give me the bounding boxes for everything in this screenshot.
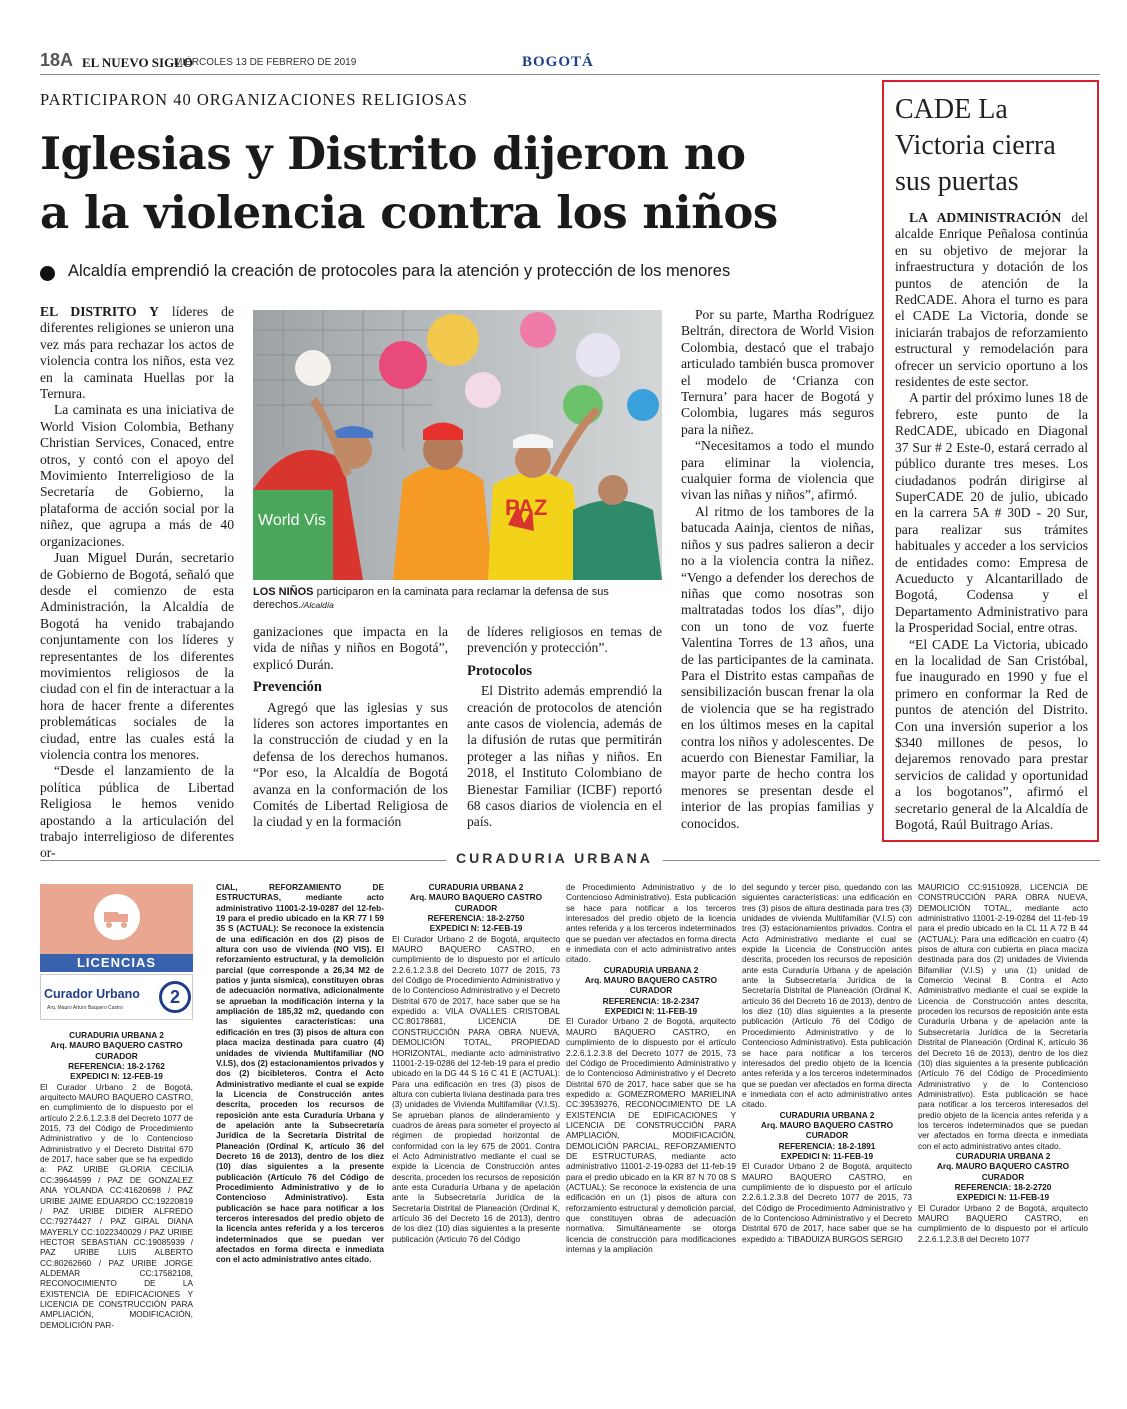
curaduria-section-title: CURADURIA URBANA: [446, 850, 663, 866]
paragraph: de líderes religiosos en temas de prevención y protección”.: [467, 624, 662, 656]
headline-line-2: a la violencia contra los niños: [40, 186, 778, 239]
curador-logo-name: Curador Urbano: [44, 987, 140, 1001]
article-kicker: PARTICIPARON 40 ORGANIZACIONES RELIGIOSAS: [40, 90, 468, 109]
cade-sidebar-box: [882, 80, 1099, 842]
licencias-label: LICENCIAS: [40, 954, 193, 972]
article-column-4: [681, 307, 874, 832]
cement-truck-icon: [94, 894, 140, 940]
shirt-text-2: PAZ: [505, 495, 548, 520]
article-column-1: [40, 304, 234, 862]
issue-date: MIÉRCOLES 13 DE FEBRERO DE 2019: [174, 57, 357, 68]
sidebar-title: CADE La Victoria cierra sus puertas: [895, 94, 1056, 197]
legal-notice-3: de Procedimiento Administrativo y de lo Contencioso Administrativo). Esta publicación se hace para notificar a los terceros interesados del predio objeto de la licencia antes referida y a los terceros indeterminados que se puedan ver afectados en forma directa e inmediata con el acto administrativo antes citado. CURADURIA URBANA 2 Arq. MAURO BAQUERO CASTRO CURADOR REFERENCIA: 18-2-2347 EXPEDICI N: 11-FEB-19 El Curador Urbano 2 de Bogotá, arquitecto MAURO BAQUERO CASTRO, en cumplimiento de lo dispuesto por el artículo 2.2.6.1.2.3.8 del Decreto 1077 de 2015, 73 del Código de Procedimiento Administrativo y de lo Contencioso Administrativo y el Decreto Distrital 670 de 2017, hace saber que se ha expedido a: GOMEZROMERO MARIELINA CC:39539276, RECONOCIMIENTO DE LA EXISTENCIA DE EDIFICACIONES Y LICENCIA DE CONSTRUCCIÓN PARA AMPLIACIÓN, MODIFICACIÓN, DEMOLICIÓN PARCIAL, REFORZAMIENTO DE ESTRUCTURAS, mediante acto administrativo 11001-2-19-0283 del 11-feb-19 para el predio ubicado en la KR 87 N 70 08 S (ACTUAL): Se reconoce la existencia de una edificación en un (1) pisos de altura con reforzamiento estructural y demolición parcial, que constituyen obras de adecuación normativa. Simultáneamente se otorga licencia de construcción para modificaciones internas y la ampliación: [566, 882, 736, 1255]
paragraph: LA ADMINISTRACIÓN del alcalde Enrique Peñalosa continúa en su objetivo de mejorar la infraestructura y dotación de los puntos de atención de la RedCADE. Ahora el turno es para el CADE La Victoria, donde se iniciarán trabajos de reforzamiento estructural y remodelación para ofrecer un servicio oportuno a los residentes de este sector.: [895, 210, 1088, 390]
paragraph: EL DISTRITO Y líderes de diferentes religiones se unieron una vez más para rechazar los actos de violencia contra los niños, esta vez en la caminata Huellas por la Ternura.: [40, 304, 234, 402]
paragraph: ganizaciones que impacta en la vida de niñas y niños en Bogotá”, explicó Durán.: [253, 624, 448, 672]
headline-line-1: Iglesias y Distrito dijeron no: [40, 127, 746, 180]
article-column-2: [253, 624, 448, 831]
paragraph: “El CADE La Victoria, ubicado en la localidad de San Cristóbal, fue inaugurado en 1990 y fue el primero en conformar la Red de puntos de atención del Distrito. Con una inversión superior a los $340 millones de pesos, lo dejaremos renovado para prestar servicios de calidad y oportunidad a los bogotanos”, afirmó el secretario general de la Alcaldía de Bogotá, Raúl Buitrago Arias.: [895, 636, 1088, 833]
subheading-prevencion: Prevención: [253, 679, 322, 696]
page-number: 18A: [40, 50, 74, 70]
sidebar-body: [895, 210, 1088, 833]
header-rule: [40, 74, 1100, 75]
curador-logo-sub: Arq. Mauro Arturo Baquero Castro: [47, 1005, 123, 1011]
newspaper-name: EL NUEVO SIGLO: [82, 55, 193, 70]
paragraph: Agregó que las iglesias y sus líderes son actores importantes en la construcción de ciudad y en la defensa de los derechos humanos. “Por eso, la Alcaldía de Bogotá avanza en la conformación de los Comités de Libertad Religiosa de la ciudad y en la formación: [253, 699, 448, 830]
licencias-banner: [40, 884, 193, 954]
curador-number-badge: 2: [159, 981, 191, 1013]
children-walk-photo: [253, 310, 662, 580]
article-deck: Alcaldía emprendió la creación de protocoles para la atención y protección de los menores: [68, 262, 731, 280]
article-headline: [40, 124, 870, 242]
photo-credit: /Alcaldía: [301, 600, 334, 610]
legal-notice-2: CURADURIA URBANA 2 Arq. MAURO BAQUERO CASTRO CURADOR REFERENCIA: 18-2-2750 EXPEDICI N: 12-FEB-19 El Curador Urbano 2 de Bogotá, arquitecto MAURO BAQUERO CASTRO, en cumplimiento de lo dispuesto por el artículo 2.2.6.1.2.3.8 del Decreto 1077 de 2015, 73 del Código de Procedimiento Administrativo y de lo Contencioso Administrativo y el Decreto Distrital 670 de 2017, hace saber que se ha expedido a: VILA OVALLES CRISTOBAL CC:80178681, LICENCIA DE CONSTRUCCIÓN PARA OBRA NUEVA, DEMOLICIÓN TOTAL, PROPIEDAD HORIZONTAL, mediante acto administrativo 11001-2-19-0286 del 12-feb-19 para el predio ubicado en la DG 44 S 16 C 41 E (ACTUAL): Para una edificación en tres (3) pisos de altura con cubierta liviana destinada para tres (3) unidades de Vivienda Multifamiliar (V.I.S). Se aprueban planos de alinderamiento y cuadros de áreas para someter el proyecto al régimen de propiedad horizontal de conformidad con la ley 675 de 2001. Contra el Acto Administrativo mediante el cual se expide la Licencia de Construcción antes descrita, proceden los recursos de reposición ante esta Curaduría Urbana y de apelación ante la Subsecretaría Jurídica de la Secretaría Distrital de Planeación (Ordinal K, artículo 36 del Decreto 16 de 2013), dentro de los diez (10) días siguientes a la presente publicación (Artículo 76 del Código: [392, 882, 560, 1244]
paragraph: “Necesitamos a todo el mundo para eliminar la violencia, cualquier forma de violencia que vivan las niñas y niños”, afirmó.: [681, 438, 874, 503]
paragraph: El Distrito además emprendió la creación de protocolos de atención ante casos de violencia, además de la difusión de rutas que permitirán proteger a las niñas y niños. En 2018, el Instituto Colombiano de Bienestar Familiar (ICBF) reportó 68 casos diarios de violencia en el país.: [467, 683, 662, 830]
curador-logo: [40, 974, 193, 1020]
paragraph: Al ritmo de los tambores de la batucada Aainja, cientos de niñas, niños y sus padres salieron a decir no a la violencia contra la niñez. “Vengo a defender los derechos de niñas que como nosotras son maltratadas todos los días”, dijo con un tono de voz fuerte Valentina Torres de 13 años, una de las participantes de la caminata. Para el Distrito estas campañas de sensibilización buscan frenar la ola de violencia que se ha registrado en los últimos meses en la capital contra los niños y adolescentes. De acuerdo con Bienestar Familiar, la mayor parte de hecho contra los menores se presentan desde el interior de las propias familias y conocidos.: [681, 503, 874, 831]
section-name: BOGOTÁ: [522, 54, 594, 70]
legal-notice-5: MAURICIO CC:91510928, LICENCIA DE CONSTRUCCIÓN PARA OBRA NUEVA, DEMOLICIÓN TOTAL, mediante acto administrativo 11001-2-19-0284 del 11-feb-19 para el predio ubicado en la CL 11 A 72 B 44 (ACTUAL): Para una edificación en cuatro (4) pisos de altura con cubierta en placa maciza destinada para dos (2) unidades de Vivienda Bifamiliar (V.I.S) y una (1) unidad de Comercio Vecinal B. Contra el Acto Administrativo mediante el cual se expide la Licencia de Construcción antes descrita, proceden los recursos de reposición ante esta Curaduría Urbana y de apelación ante la Subsecretaría Jurídica de la Secretaría Distrital de Planeación (Ordinal K, artículo 36 del Decreto 16 de 2013), dentro de los diez (10) días siguientes a la presente publicación (Artículo 76 del Código de Procedimiento Administrativo y de lo Contencioso Administrativo). Esta publicación se hace para notificar a los terceros interesados del predio objeto de la licencia antes referida y a los terceros indeterminados que se puedan ver afectados en forma directa e inmediata con el acto administrativo antes citado. CURADURIA URBANA 2 Arq. MAURO BAQUERO CASTRO CURADOR REFERENCIA: 18-2-2720 EXPEDICI N: 11-FEB-19 El Curador Urbano 2 de Bogotá, arquitecto MAURO BAQUERO CASTRO, en cumplimiento de lo dispuesto por el artículo 2.2.6.1.2.3.8 del Decreto 1077: [918, 882, 1088, 1244]
lead-in: LA ADMINISTRACIÓN: [909, 210, 1062, 225]
legal-notice-1: CURADURIA URBANA 2 Arq. MAURO BAQUERO CASTRO CURADOR REFERENCIA: 18-2-1762 EXPEDICI N: 12-FEB-19 El Curador Urbano 2 de Bogotá, arquitecto MAURO BAQUERO CASTRO, en cumplimiento de lo dispuesto por el artículo 2.2.6.1.2.3.8 del Decreto 1077 de 2015, 73 del Código de Procedimiento Administrativo y de lo Contencioso Administrativo y el Decreto Distrital 670 de 2017, hace saber que se ha expedido a: PAZ URIBE GLORIA CECILIA CC:39644599 / PAZ DE GONZALEZ ANA YOLANDA CC:41620698 / PAZ URIBE JAIME EDUARDO CC:19220819 / PAZ URIBE DIDIER ALFREDO CC:79274427 / PAZ GIRAL DIANA MAYERLY CC:1022340029 / PAZ URIBE HECTOR SEBASTIAN CC:19085939 / PAZ URIBE LUIS ALBERTO CC:80262660 / PAZ URIBE JORGE ALDEMAR CC:17582108, RECONOCIMIENTO DE LA EXISTENCIA DE EDIFICACIONES Y LICENCIA DE CONSTRUCCIÓN PARA AMPLIACIÓN, MODIFICACIÓN, DEMOLICIÓN PAR-: [40, 1030, 193, 1330]
article-column-3: [467, 624, 662, 831]
photo-caption: [253, 586, 662, 612]
legal-notice-1-continued: CIAL, REFORZAMIENTO DE ESTRUCTURAS, mediante acto administrativo 11001-2-19-0287 del 12-feb-19 para el predio ubicado en la KR 77 I 59 35 S (ACTUAL): Se reconoce la existencia de una edificación en dos (2) pisos de altura con uso de vivienda (NO VIS). El reforzamiento estructural, y la demolición parcial (que corresponde a 26,34 M2 de patios y junta sísmica), constituyen obras de adecuación normativa, adicionalmente se aprueban la modificación interna y la ampliación de 185,32 m2, quedando con las siguientes características: una edificación en tres (3) pisos de altura con placa maciza destinada para cuatro (4) unidades de vivienda Multifamiliar (NO V.I.S), dos (2) estacionamientos privados y dos (2) bicibleteros. Contra el Acto Administrativo mediante el cual se expide la Licencia de Construcción antes descrita, proceden los recursos de reposición ante esta Curaduría Urbana y de apelación ante la Subsecretaría Jurídica de la Secretaría Distrital de Planeación (Ordinal K, artículo 36 del Decreto 16 de 2013), dentro de los diez (10) días siguientes a la presente publicación (Artículo 76 del Código de Procedimiento Administrativo y de lo Contencioso Administrativo). Esta publicación se hace para notificar a los terceros interesados del predio objeto de la licencia antes referida y a los terceros indeterminados que se puedan ver afectados en forma directa e inmediata con el acto administrativo antes citado.: [216, 882, 384, 1265]
paragraph: La caminata es una iniciativa de World Vision Colombia, Bethany Christian Services, Conaced, entre otros, y contó con el apoyo del Movimiento Interreligioso de la Secretaría de Gobierno, la plataforma de acción social por la niñez, que agrupa a más de 40 organizaciones.: [40, 402, 234, 549]
caption-text: participaron en la caminata para reclamar la defensa de sus derechos.: [253, 586, 609, 611]
paragraph: Por su parte, Martha Rodríguez Beltrán, directora de World Vision Colombia, destacó que el trabajo articulado también busca promover el modelo de ‘Crianza con Ternura’ para hacer de Bogotá y Colombia, lugares más seguros para la niñez.: [681, 307, 874, 437]
lead-in: EL DISTRITO Y: [40, 304, 159, 319]
legal-notice-4: del segundo y tercer piso, quedando con las siguientes características: una edificación en tres (3) pisos de altura destinada para tres (3) unidades de vivienda Multifamiliar (V.I.S) con tres (3) estacionamientos privados. Contra el Acto Administrativo mediante el cual se expide la Licencia de Construcción antes descrita, proceden los recursos de reposición ante esta Curaduría Urbana y de apelación ante la Subsecretaría Jurídica de la Secretaría Distrital de Planeación (Ordinal K, artículo 36 del Decreto 16 de 2013), dentro de los diez (10) días siguientes a la presente publicación (Artículo 76 del Código de Procedimiento Administrativo y de lo Contencioso Administrativo). Esta publicación se hace para notificar a los terceros interesados del predio objeto de la licencia antes referida y a los terceros indeterminados que se puedan ver afectados en forma directa e inmediata con el acto administrativo antes citado. CURADURIA URBANA 2 Arq. MAURO BAQUERO CASTRO CURADOR REFERENCIA: 18-2-1891 EXPEDICI N: 11-FEB-19 El Curador Urbano 2 de Bogotá, arquitecto MAURO BAQUERO CASTRO, en cumplimiento de lo dispuesto por el artículo 2.2.6.1.2.3.8 del Decreto 1077 de 2015, 73 del Código de Procedimiento Administrativo y de lo Contencioso Administrativo y el Decreto Distrital 670 de 2017, hace saber que se ha expedido a: TIBADUIZA BURGOS SERGIO: [742, 882, 912, 1244]
paragraph: A partir del próximo lunes 18 de febrero, este punto de la RedCADE, ubicado en Diagonal 37 Sur # 2 Este-0, estará cerrado al público durante tres meses. Los ciudadanos podrán dirigirse al SuperCADE 20 de julio, ubicado en la carrera 5A # 30D - 20 Sur, para realizar sus trámites habituales y acceder a los servicios de entidades como: Empresa de Acueducto y Alcantarillado de Bogotá, Codensa y el Departamento Administrativo para la Prosperidad Social, entre otras.: [895, 390, 1088, 636]
shirt-text-1: World Vis: [258, 512, 326, 529]
caption-lead: LOS NIÑOS: [253, 586, 314, 598]
paragraph: “Desde el lanzamiento de la política pública de Libertad Religiosa le hemos venido apostando a la articulación del trabajo interreligioso de diferentes or-: [40, 763, 234, 861]
article-photo: [253, 310, 662, 580]
deck-bullet-icon: [40, 266, 55, 281]
paragraph: Juan Miguel Durán, secretario de Gobierno de Bogotá, señaló que desde el comienzo de esta Administración, la Alcaldía de Bogotá ha venido trabajando conjuntamente con los líderes y representantes de los diferentes movimientos religiosos de la ciudad con el fin de interactuar a la hora de hacer frente a diferentes problemáticas sociales de la ciudad, entre las cuales está la violencia contra los menores.: [40, 550, 234, 762]
subheading-protocolos: Protocolos: [467, 662, 532, 679]
